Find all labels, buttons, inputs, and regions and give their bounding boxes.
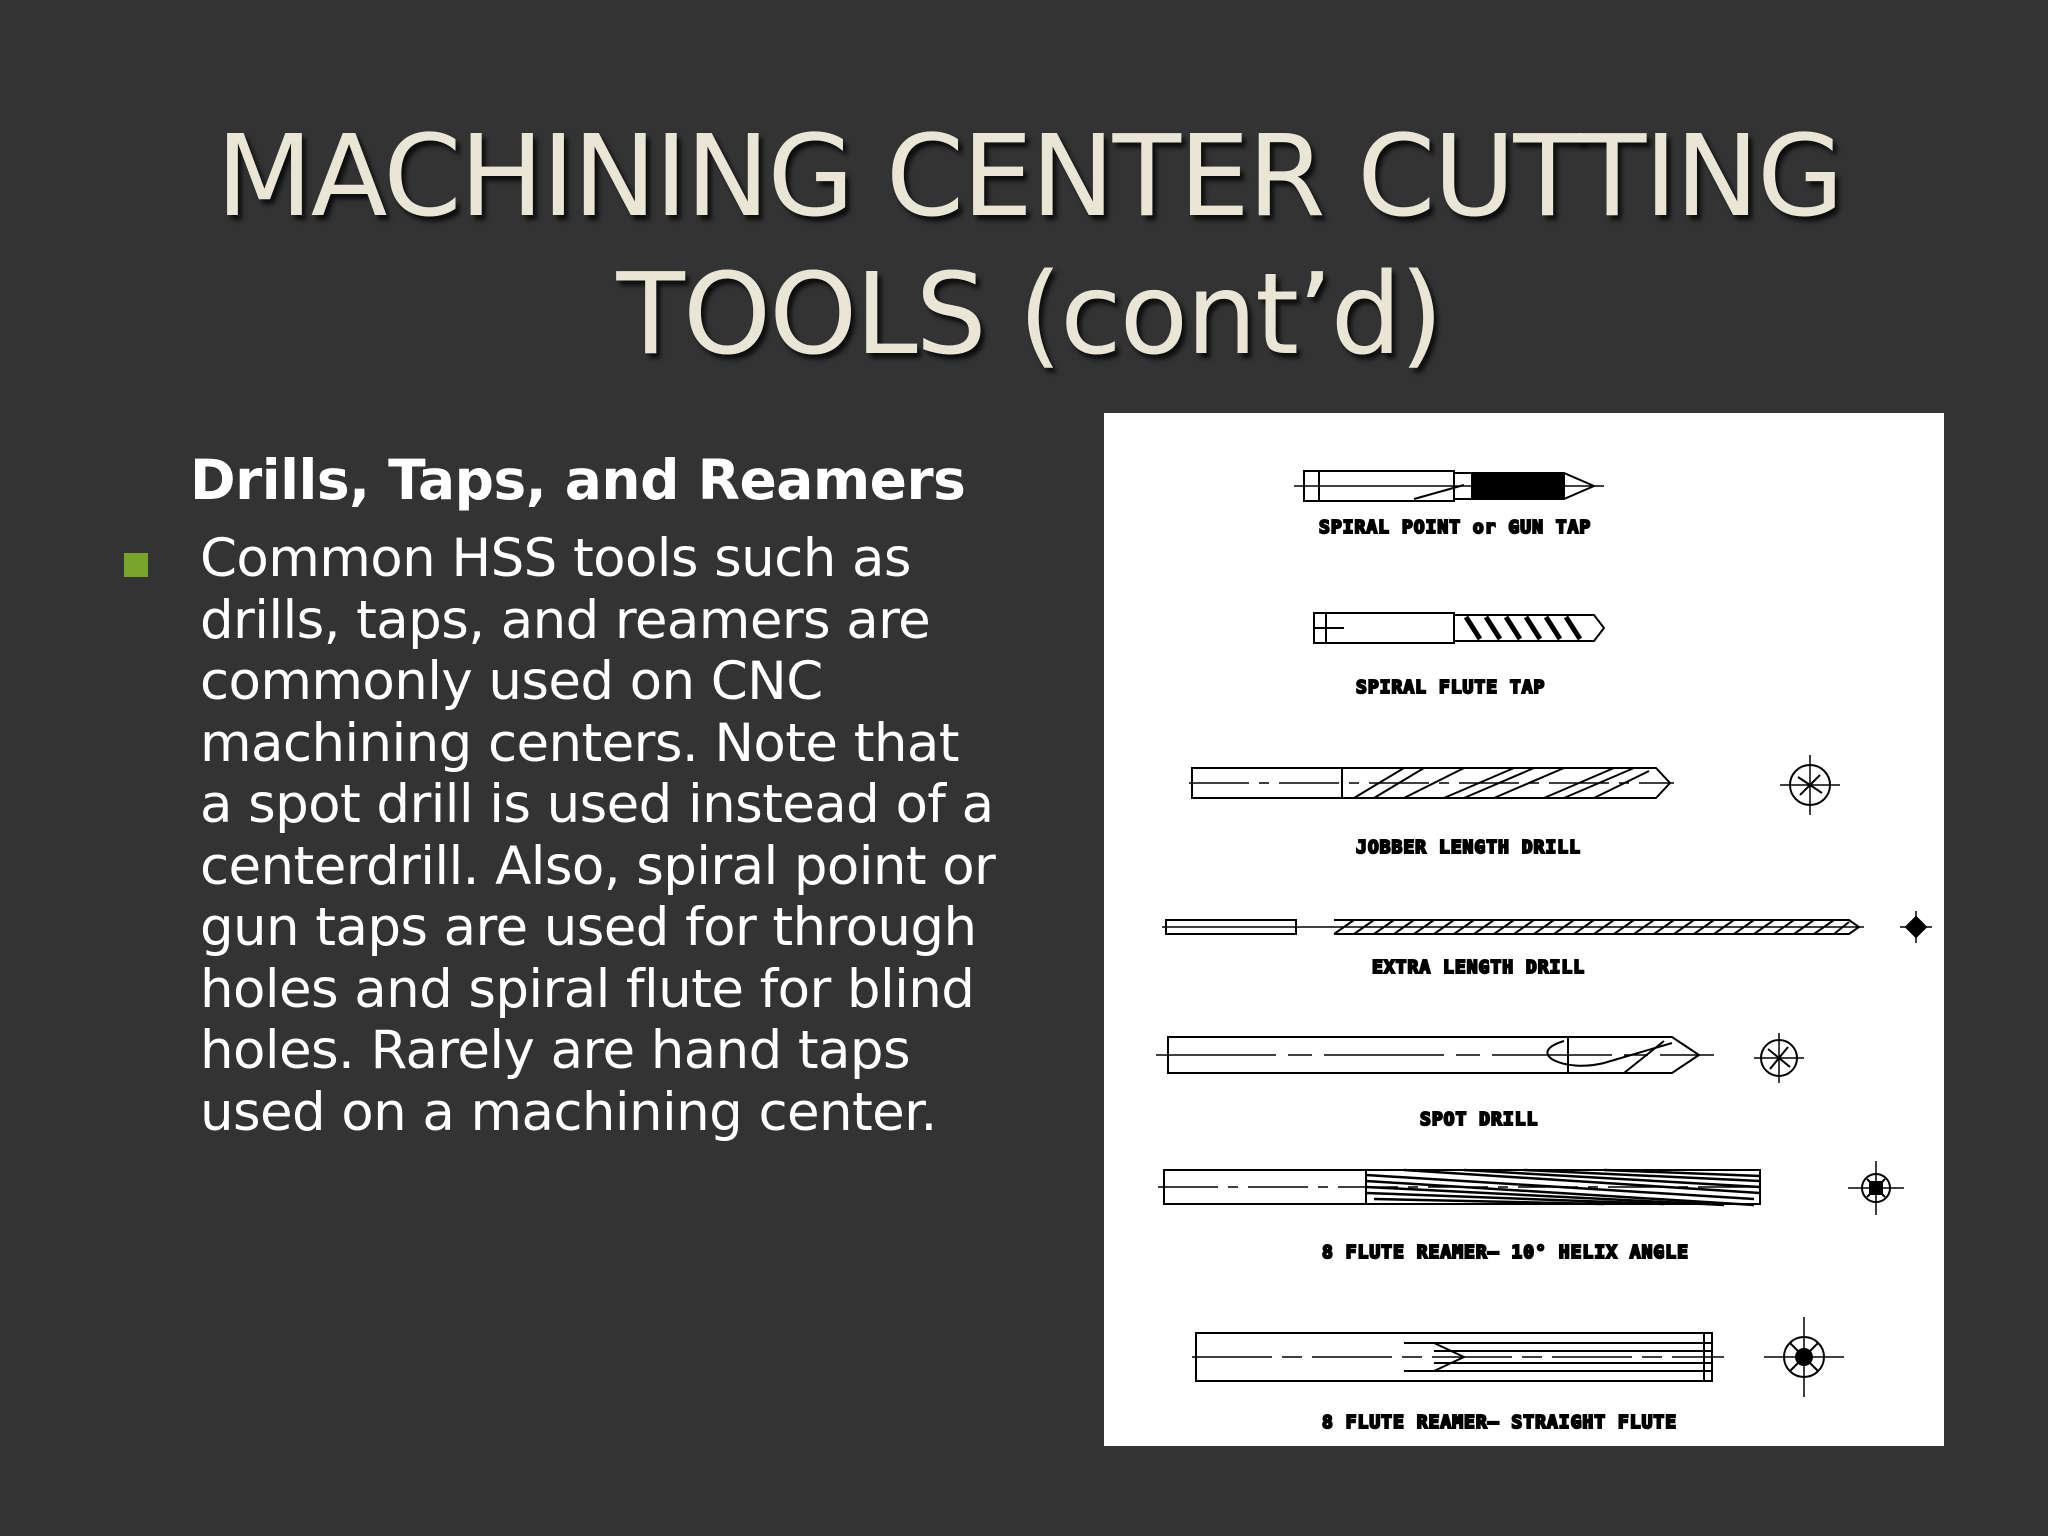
extra-length-drill-drawing bbox=[1162, 911, 1932, 943]
label-spiral-point-tap: SPIRAL POINT or GUN TAP bbox=[1319, 517, 1592, 538]
straight-reamer-drawing bbox=[1192, 1317, 1844, 1397]
spot-drill-drawing bbox=[1156, 1033, 1804, 1083]
spiral-flute-tap-drawing bbox=[1314, 613, 1604, 643]
section-subheading: Drills, Taps, and Reamers bbox=[190, 448, 966, 512]
title-line-1: MACHINING CENTER CUTTING bbox=[216, 112, 1842, 242]
helix-reamer-drawing bbox=[1158, 1161, 1904, 1215]
label-spiral-flute-tap: SPIRAL FLUTE TAP bbox=[1356, 677, 1546, 698]
spiral-point-tap-drawing bbox=[1294, 471, 1604, 501]
slide-title bbox=[120, 108, 1938, 384]
label-helix-reamer: 8 FLUTE REAMER— 10° HELIX ANGLE bbox=[1322, 1242, 1689, 1263]
label-jobber-drill: JOBBER LENGTH DRILL bbox=[1356, 837, 1581, 858]
bullet-square-icon bbox=[124, 553, 148, 577]
title-line-2: TOOLS (cont’d) bbox=[616, 250, 1442, 380]
cutting-tools-figure bbox=[1104, 413, 1944, 1446]
bullet-text: Common HSS tools such as drills, taps, and reamers are commonly used on CNC machining centers. Note that a spot drill is used instead of a centerdrill. Also, spiral point or gun taps are used for through holes and spiral flute for blind holes. Rarely are hand taps used on a machining center. bbox=[200, 528, 996, 1143]
label-spot-drill: SPOT DRILL bbox=[1420, 1109, 1539, 1130]
label-extra-length-drill: EXTRA LENGTH DRILL bbox=[1372, 957, 1586, 978]
label-straight-reamer: 8 FLUTE REAMER— STRAIGHT FLUTE bbox=[1322, 1412, 1678, 1433]
jobber-drill-drawing bbox=[1189, 755, 1840, 815]
